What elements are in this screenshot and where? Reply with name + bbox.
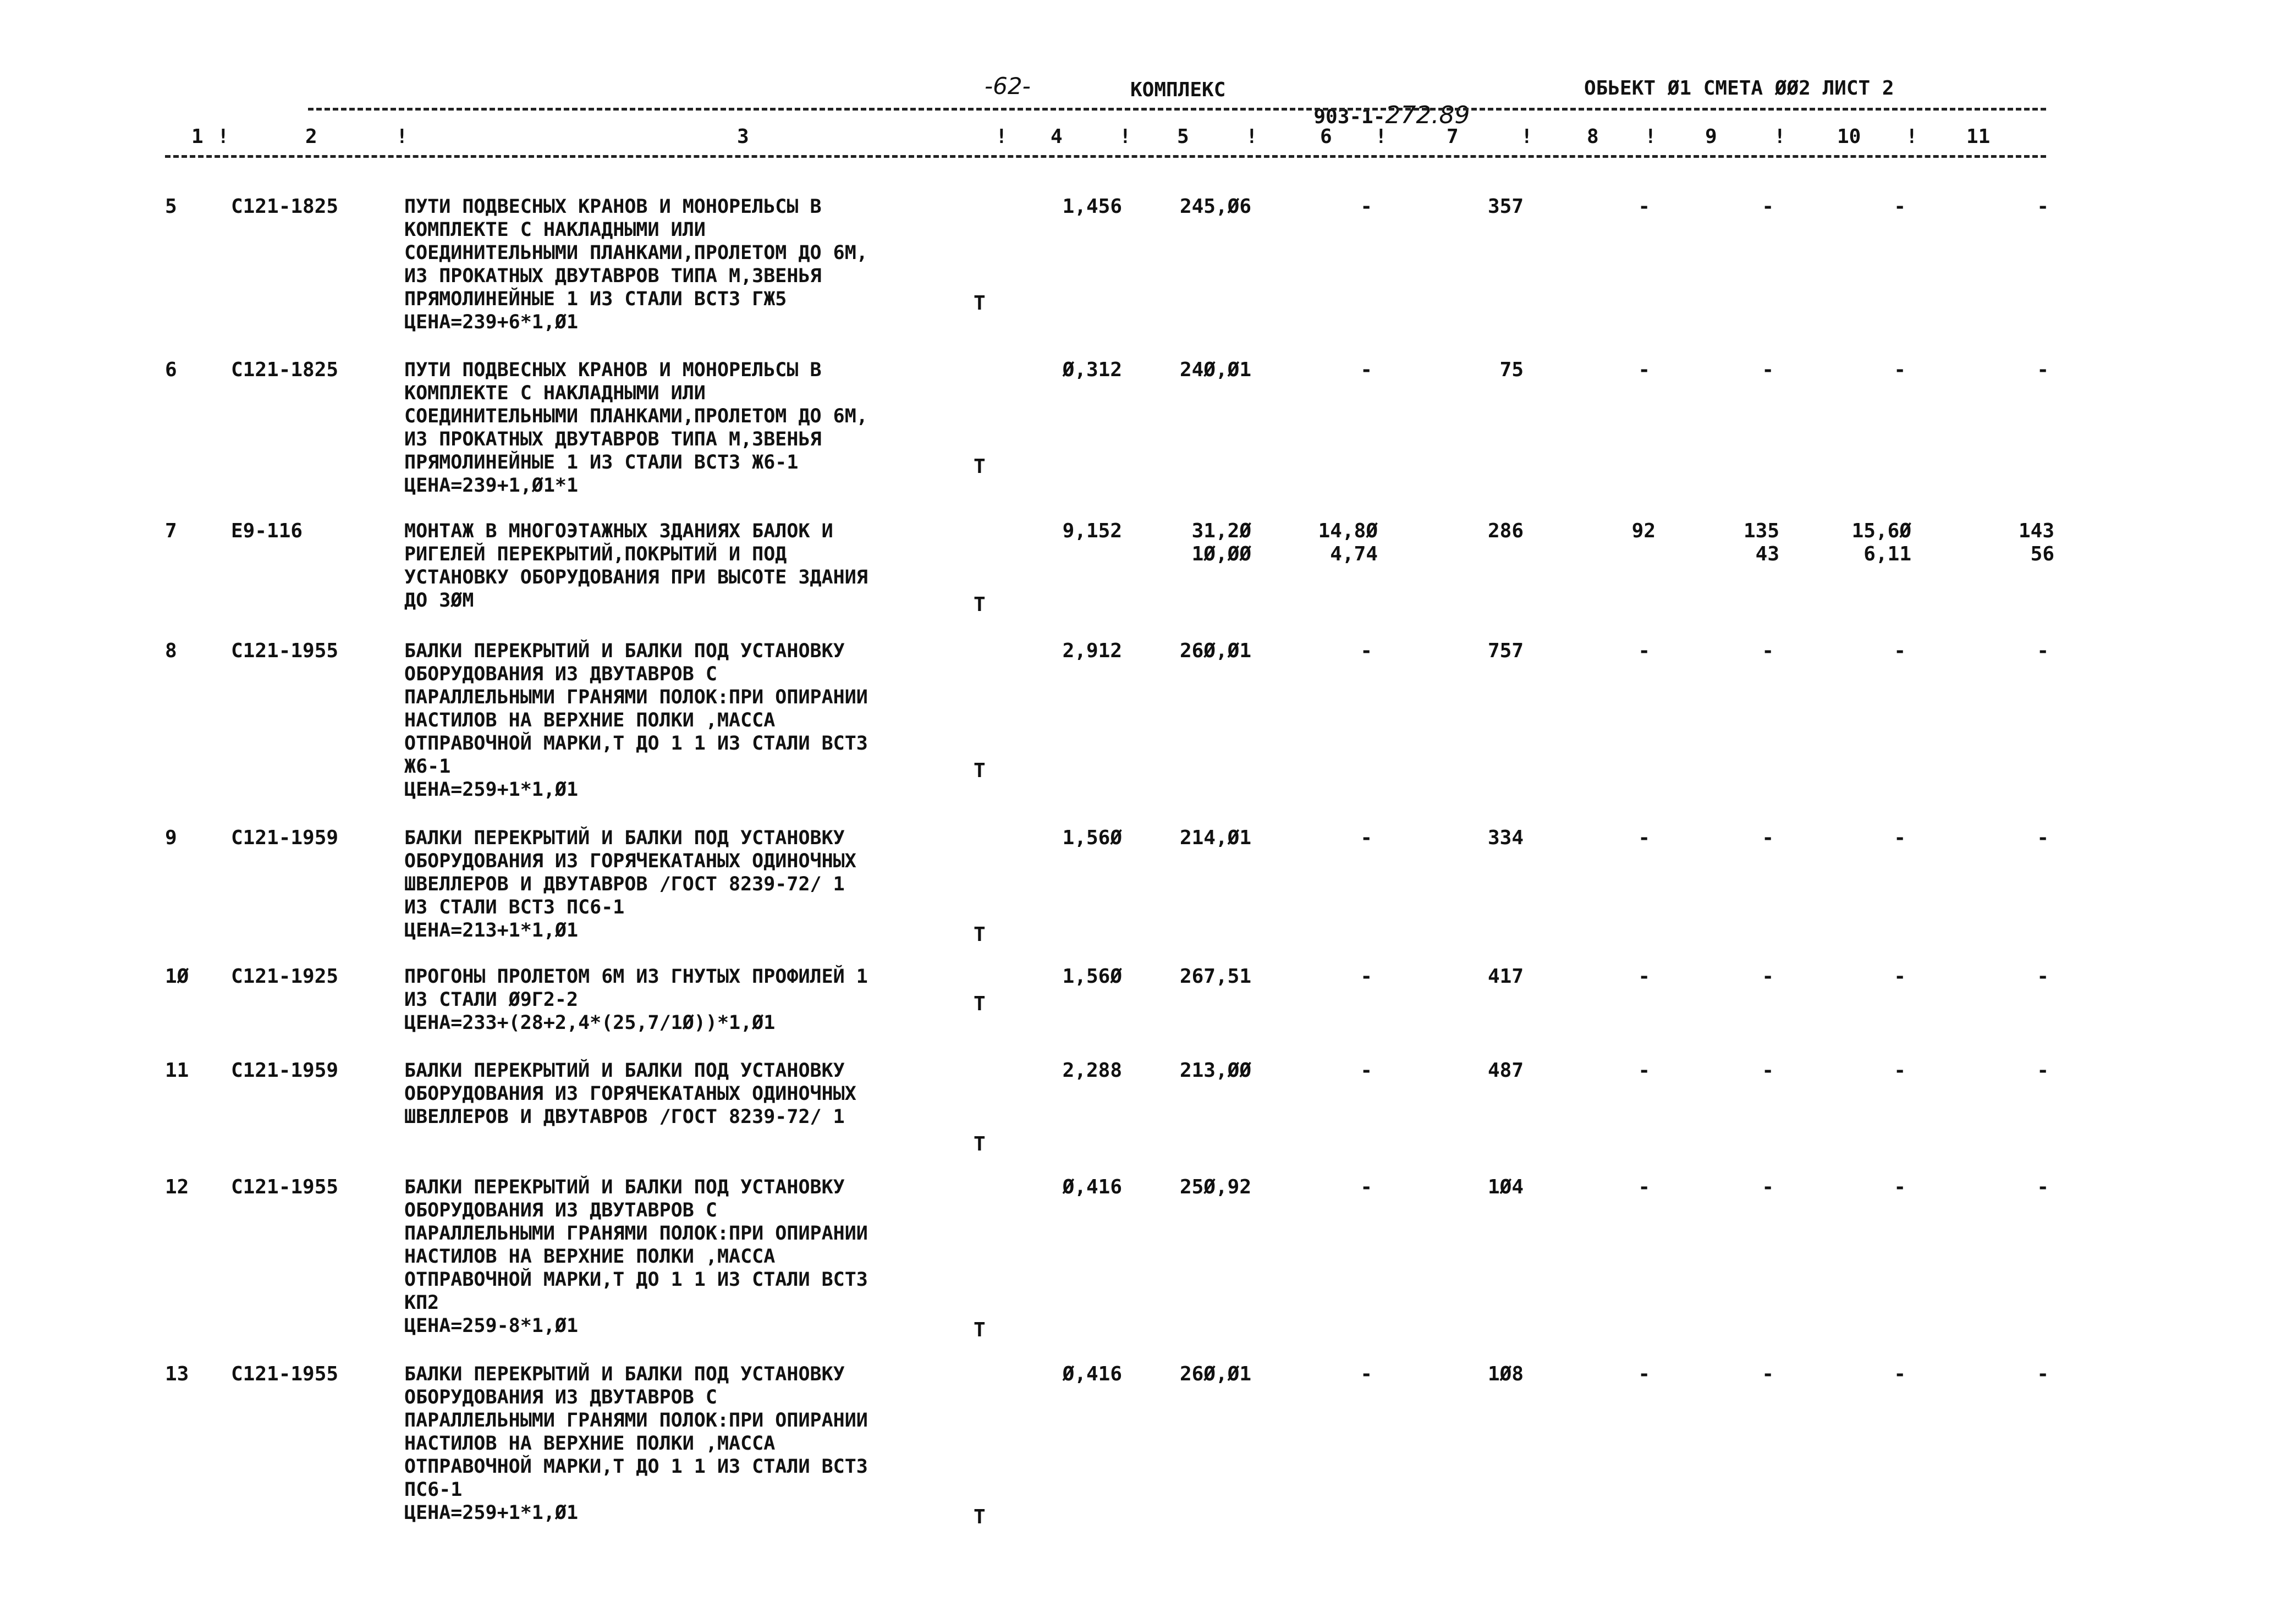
column-number-6: 6 [1320, 125, 1332, 148]
unit-of-measure: Т [974, 759, 986, 782]
cell-col-8: - [1638, 640, 1650, 662]
column-separator: ! [396, 125, 408, 148]
column-separator: ! [1906, 125, 1918, 148]
cell-col-5: 267,51 [1179, 965, 1251, 988]
row-number: 5 [165, 195, 177, 218]
complex-label: КОМПЛЕКС [1130, 79, 1226, 101]
row-number: 7 [165, 520, 177, 542]
column-separator: ! [1645, 125, 1657, 148]
work-description: ПУТИ ПОДВЕСНЫХ КРАНОВ И МОНОРЕЛЬСЫ В КОМПЛЕКТЕ С НАКЛАДНЫМИ ИЛИ СОЕДИНИТЕЛЬНЫМИ ПЛАНКАМИ,ПРОЛЕТОМ ДО 6М, ИЗ ПРОКАТНЫХ ДВУТАВРОВ ТИПА М,ЗВЕНЬЯ ПРЯМОЛИНЕЙНЫЕ 1 ИЗ СТАЛИ ВСТ3 Ж6-1 ЦЕНА=239+1,Ø1*1 [404, 359, 868, 497]
header-bottom-rule [165, 155, 2046, 158]
row-number: 9 [165, 827, 177, 849]
rate-code: С121-1955 [231, 1363, 339, 1385]
cell-col-4: Ø,416 [1062, 1363, 1122, 1385]
row-number: 12 [165, 1176, 189, 1198]
work-description: БАЛКИ ПЕРЕКРЫТИЙ И БАЛКИ ПОД УСТАНОВКУ ОБОРУДОВАНИЯ ИЗ ДВУТАВРОВ С ПАРАЛЛЕЛЬНЫМИ ГРАНЯМИ ПОЛОК:ПРИ ОПИРАНИИ НАСТИЛОВ НА ВЕРХНИЕ ПОЛКИ ,МАССА ОТПРАВОЧНОЙ МАРКИ,Т ДО 1 1 ИЗ СТАЛИ ВСТ3 Ж6-1 ЦЕНА=259+1*1,Ø1 [404, 640, 868, 801]
cell-col-10: - [1894, 359, 1906, 381]
cell-col-9: - [1762, 640, 1774, 662]
work-description: БАЛКИ ПЕРЕКРЫТИЙ И БАЛКИ ПОД УСТАНОВКУ ОБОРУДОВАНИЯ ИЗ ДВУТАВРОВ С ПАРАЛЛЕЛЬНЫМИ ГРАНЯМИ ПОЛОК:ПРИ ОПИРАНИИ НАСТИЛОВ НА ВЕРХНИЕ ПОЛКИ ,МАССА ОТПРАВОЧНОЙ МАРКИ,Т ДО 1 1 ИЗ СТАЛИ ВСТ3 КП2 ЦЕНА=259-8*1,Ø1 [404, 1176, 868, 1337]
cell-col-5: 26Ø,Ø1 [1179, 1363, 1251, 1385]
column-number-7: 7 [1447, 125, 1459, 148]
cell-col-7: 417 [1487, 965, 1524, 988]
header-top-rule [308, 108, 2046, 111]
cell-col-6: - [1360, 195, 1372, 218]
cell-col-7: 75 [1499, 359, 1524, 381]
cell-col-11: 143 56 [2018, 520, 2054, 565]
cell-col-5: 245,Ø6 [1179, 195, 1251, 218]
column-number-9: 9 [1705, 125, 1717, 148]
cell-col-5: 26Ø,Ø1 [1179, 640, 1251, 662]
column-number-10: 10 [1837, 125, 1861, 148]
unit-of-measure: Т [974, 923, 986, 946]
work-description: МОНТАЖ В МНОГОЭТАЖНЫХ ЗДАНИЯХ БАЛОК И РИГЕЛЕЙ ПЕРЕКРЫТИЙ,ПОКРЫТИЙ И ПОД УСТАНОВКУ ОБОРУДОВАНИЯ ПРИ ВЫСОТЕ ЗДАНИЯ ДО 3ØМ [404, 520, 868, 612]
cell-col-11: - [2037, 1176, 2049, 1198]
complex-code-printed: 903-1- [1313, 106, 1386, 128]
cell-col-4: 1,456 [1062, 195, 1122, 218]
column-separator: ! [1521, 125, 1533, 148]
rate-code: С121-1825 [231, 359, 339, 381]
column-number-3: 3 [737, 125, 749, 148]
rate-code: С121-1959 [231, 1059, 339, 1082]
cell-col-11: - [2037, 965, 2049, 988]
rate-code: С121-1955 [231, 1176, 339, 1198]
rate-code: С121-1955 [231, 640, 339, 662]
column-separator: ! [1774, 125, 1786, 148]
rate-code: С121-1825 [231, 195, 339, 218]
work-description: ПРОГОНЫ ПРОЛЕТОМ 6М ИЗ ГНУТЫХ ПРОФИЛЕЙ 1 ИЗ СТАЛИ Ø9Г2-2 ЦЕНА=233+(28+2,4*(25,7/1Ø))*1,Ø1 [404, 966, 868, 1034]
cell-col-7: 1Ø4 [1487, 1176, 1524, 1198]
cell-col-10: - [1894, 195, 1906, 218]
cell-col-11: - [2037, 195, 2049, 218]
column-number-1: 1 [191, 125, 204, 148]
column-separator: ! [1119, 125, 1131, 148]
cell-col-10: - [1894, 965, 1906, 988]
cell-col-8: - [1638, 1059, 1650, 1082]
cell-col-4: 1,56Ø [1062, 827, 1122, 849]
rate-code: С121-1925 [231, 965, 339, 988]
cell-col-9: - [1762, 827, 1774, 849]
cell-col-6: 14,8Ø 4,74 [1318, 520, 1378, 565]
cell-col-9: - [1762, 1176, 1774, 1198]
cell-col-8: - [1638, 965, 1650, 988]
cell-col-8: - [1638, 195, 1650, 218]
column-separator: ! [217, 125, 229, 148]
column-number-8: 8 [1587, 125, 1599, 148]
cell-col-6: - [1360, 1176, 1372, 1198]
cell-col-6: - [1360, 827, 1372, 849]
cell-col-8: - [1638, 359, 1650, 381]
cell-col-6: - [1360, 1363, 1372, 1385]
cell-col-9: 135 43 [1743, 520, 1779, 565]
cell-col-4: 2,288 [1062, 1059, 1122, 1082]
cell-col-11: - [2037, 827, 2049, 849]
cell-col-7: 334 [1487, 827, 1524, 849]
rate-code: С121-1959 [231, 827, 339, 849]
cell-col-5: 31,2Ø 1Ø,ØØ [1191, 520, 1251, 565]
complex-code-handwritten: 272.89 [1385, 101, 1470, 129]
cell-col-4: 2,912 [1062, 640, 1122, 662]
cell-col-8: - [1638, 1176, 1650, 1198]
cell-col-7: 286 [1487, 520, 1524, 542]
cell-col-8: 92 [1631, 520, 1656, 542]
unit-of-measure: Т [974, 455, 986, 478]
cell-col-10: - [1894, 1059, 1906, 1082]
work-description: БАЛКИ ПЕРЕКРЫТИЙ И БАЛКИ ПОД УСТАНОВКУ ОБОРУДОВАНИЯ ИЗ ДВУТАВРОВ С ПАРАЛЛЕЛЬНЫМИ ГРАНЯМИ ПОЛОК:ПРИ ОПИРАНИИ НАСТИЛОВ НА ВЕРХНИЕ ПОЛКИ ,МАССА ОТПРАВОЧНОЙ МАРКИ,Т ДО 1 1 ИЗ СТАЛИ ВСТ3 ПС6-1 ЦЕНА=259+1*1,Ø1 [404, 1363, 868, 1524]
cell-col-6: - [1360, 1059, 1372, 1082]
cell-col-11: - [2037, 359, 2049, 381]
unit-of-measure: Т [974, 593, 986, 616]
cell-col-11: - [2037, 1363, 2049, 1385]
cell-col-7: 1Ø8 [1487, 1363, 1524, 1385]
cell-col-5: 25Ø,92 [1179, 1176, 1251, 1198]
work-description: БАЛКИ ПЕРЕКРЫТИЙ И БАЛКИ ПОД УСТАНОВКУ ОБОРУДОВАНИЯ ИЗ ГОРЯЧЕКАТАНЫХ ОДИНОЧНЫХ ШВЕЛЛЕРОВ И ДВУТАВРОВ /ГОСТ 8239-72/ 1 ИЗ СТАЛИ ВСТ3 ПС6-1 ЦЕНА=213+1*1,Ø1 [404, 827, 856, 942]
cell-col-4: 1,56Ø [1062, 965, 1122, 988]
cell-col-10: - [1894, 827, 1906, 849]
unit-of-measure: Т [974, 1506, 986, 1528]
row-number: 6 [165, 359, 177, 381]
cell-col-10: - [1894, 1363, 1906, 1385]
unit-of-measure: Т [974, 1133, 986, 1155]
work-description: БАЛКИ ПЕРЕКРЫТИЙ И БАЛКИ ПОД УСТАНОВКУ ОБОРУДОВАНИЯ ИЗ ГОРЯЧЕКАТАНЫХ ОДИНОЧНЫХ ШВЕЛЛЕРОВ И ДВУТАВРОВ /ГОСТ 8239-72/ 1 [404, 1060, 856, 1128]
column-number-5: 5 [1177, 125, 1189, 148]
page-number: -62- [985, 73, 1031, 100]
row-number: 11 [165, 1059, 189, 1082]
cell-col-5: 214,Ø1 [1179, 827, 1251, 849]
row-number: 13 [165, 1363, 189, 1385]
rate-code: Е9-116 [231, 520, 303, 542]
cell-col-9: - [1762, 1059, 1774, 1082]
cell-col-10: - [1894, 640, 1906, 662]
cell-col-7: 487 [1487, 1059, 1524, 1082]
cell-col-7: 357 [1487, 195, 1524, 218]
cell-col-7: 757 [1487, 640, 1524, 662]
cell-col-8: - [1638, 827, 1650, 849]
unit-of-measure: Т [974, 1319, 986, 1341]
cell-col-6: - [1360, 965, 1372, 988]
column-number-11: 11 [1966, 125, 1991, 148]
column-separator: ! [1375, 125, 1387, 148]
cell-col-4: 9,152 [1062, 520, 1122, 542]
cell-col-6: - [1360, 359, 1372, 381]
unit-of-measure: Т [974, 292, 986, 315]
row-number: 1Ø [165, 965, 189, 988]
column-separator: ! [1246, 125, 1258, 148]
complex-code [1290, 79, 1470, 129]
cell-col-11: - [2037, 640, 2049, 662]
cell-col-9: - [1762, 359, 1774, 381]
cell-col-10: 15,6Ø 6,11 [1851, 520, 1911, 565]
cell-col-5: 24Ø,Ø1 [1179, 359, 1251, 381]
column-number-2: 2 [305, 125, 317, 148]
unit-of-measure: Т [974, 993, 986, 1015]
cell-col-6: - [1360, 640, 1372, 662]
column-separator: ! [996, 125, 1008, 148]
work-description: ПУТИ ПОДВЕСНЫХ КРАНОВ И МОНОРЕЛЬСЫ В КОМПЛЕКТЕ С НАКЛАДНЫМИ ИЛИ СОЕДИНИТЕЛЬНЫМИ ПЛАНКАМИ,ПРОЛЕТОМ ДО 6М, ИЗ ПРОКАТНЫХ ДВУТАВРОВ ТИПА М,ЗВЕНЬЯ ПРЯМОЛИНЕЙНЫЕ 1 ИЗ СТАЛИ ВСТ3 ГЖ5 ЦЕНА=239+6*1,Ø1 [404, 196, 868, 333]
cell-col-11: - [2037, 1059, 2049, 1082]
cell-col-8: - [1638, 1363, 1650, 1385]
cell-col-4: Ø,416 [1062, 1176, 1122, 1198]
row-number: 8 [165, 640, 177, 662]
object-sheet-label: ОБЬЕКТ Ø1 СМЕТА ØØ2 ЛИСТ 2 [1584, 77, 1894, 100]
cell-col-5: 213,ØØ [1179, 1059, 1251, 1082]
column-number-4: 4 [1051, 125, 1063, 148]
cell-col-4: Ø,312 [1062, 359, 1122, 381]
cell-col-9: - [1762, 965, 1774, 988]
cell-col-9: - [1762, 195, 1774, 218]
cell-col-9: - [1762, 1363, 1774, 1385]
cell-col-10: - [1894, 1176, 1906, 1198]
